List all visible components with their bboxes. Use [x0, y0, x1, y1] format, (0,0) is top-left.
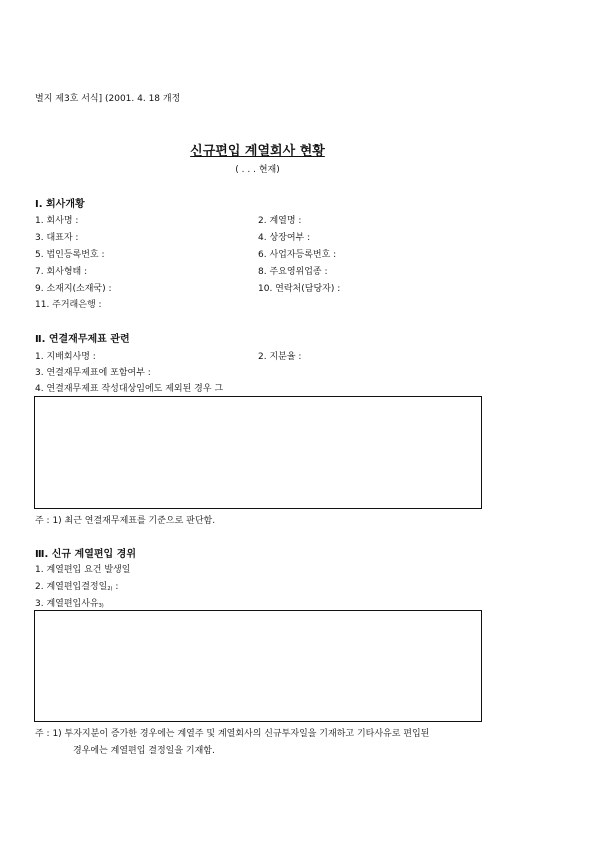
inclusion-reason-label: 3. 계열편입사유$_{3)}$ — [35, 599, 104, 609]
equity-ratio-field: 2. 지분율 : — [258, 352, 302, 362]
parent-company-field: 1. 지배회사명 : — [35, 352, 96, 362]
company-name-field: 1. 회사명 : — [35, 216, 79, 226]
representative-field: 3. 대표자 : — [35, 233, 79, 243]
page-title: 신규편입 계열회사 현황 — [190, 144, 325, 159]
contact-field: 10. 연락처(담당자) : — [258, 284, 341, 294]
main-bank-field: 11. 주거래은행 : — [35, 300, 102, 310]
section3-heading: Ⅲ. 신규 계열편입 경위 — [35, 549, 136, 560]
form-label: 별지 제3호 서식] (2001. 4. 18 개정 — [35, 94, 181, 104]
requirement-date-field: 1. 계열편입 요건 발생일 — [35, 565, 131, 575]
section1-heading: Ⅰ. 회사개황 — [35, 199, 85, 210]
group-name-field: 2. 계열명 : — [258, 216, 302, 226]
section2-note: 주 : 1) 최근 연결재무제표를 기준으로 판단함. — [35, 516, 216, 526]
section2-heading: Ⅱ. 연결재무제표 관련 — [35, 334, 130, 345]
location-field: 9. 소재지(소재국) : — [35, 284, 112, 294]
page-subtitle: ( . . . 현재) — [235, 165, 280, 175]
corp-reg-no-field: 5. 법인등록번호 : — [35, 250, 105, 260]
company-type-field: 7. 회사형태 : — [35, 267, 88, 277]
listing-status-field: 4. 상장여부 : — [258, 233, 311, 243]
exclusion-reason-box — [34, 396, 482, 509]
section3-note-line2: 경우에는 계열편입 결정일을 기재함. — [73, 746, 215, 756]
exclusion-reason-label: 4. 연결재무제표 작성대상임에도 제외된 경우 그 — [35, 384, 224, 394]
decision-date-field: 2. 계열편입결정일$_{2)}$ : — [35, 582, 119, 592]
inclusion-reason-box — [34, 610, 482, 722]
consolidation-inclusion-field: 3. 연결재무제표에 포함여부 : — [35, 368, 151, 378]
section3-note-line1: 주 : 1) 투자지분이 증가한 경우에는 계열주 및 계열회사의 신규투자일을 기재하고 기타사유로 편입된 — [35, 729, 430, 739]
business-reg-no-field: 6. 사업자등록번호 : — [258, 250, 337, 260]
main-business-field: 8. 주요영위업종 : — [258, 267, 328, 277]
